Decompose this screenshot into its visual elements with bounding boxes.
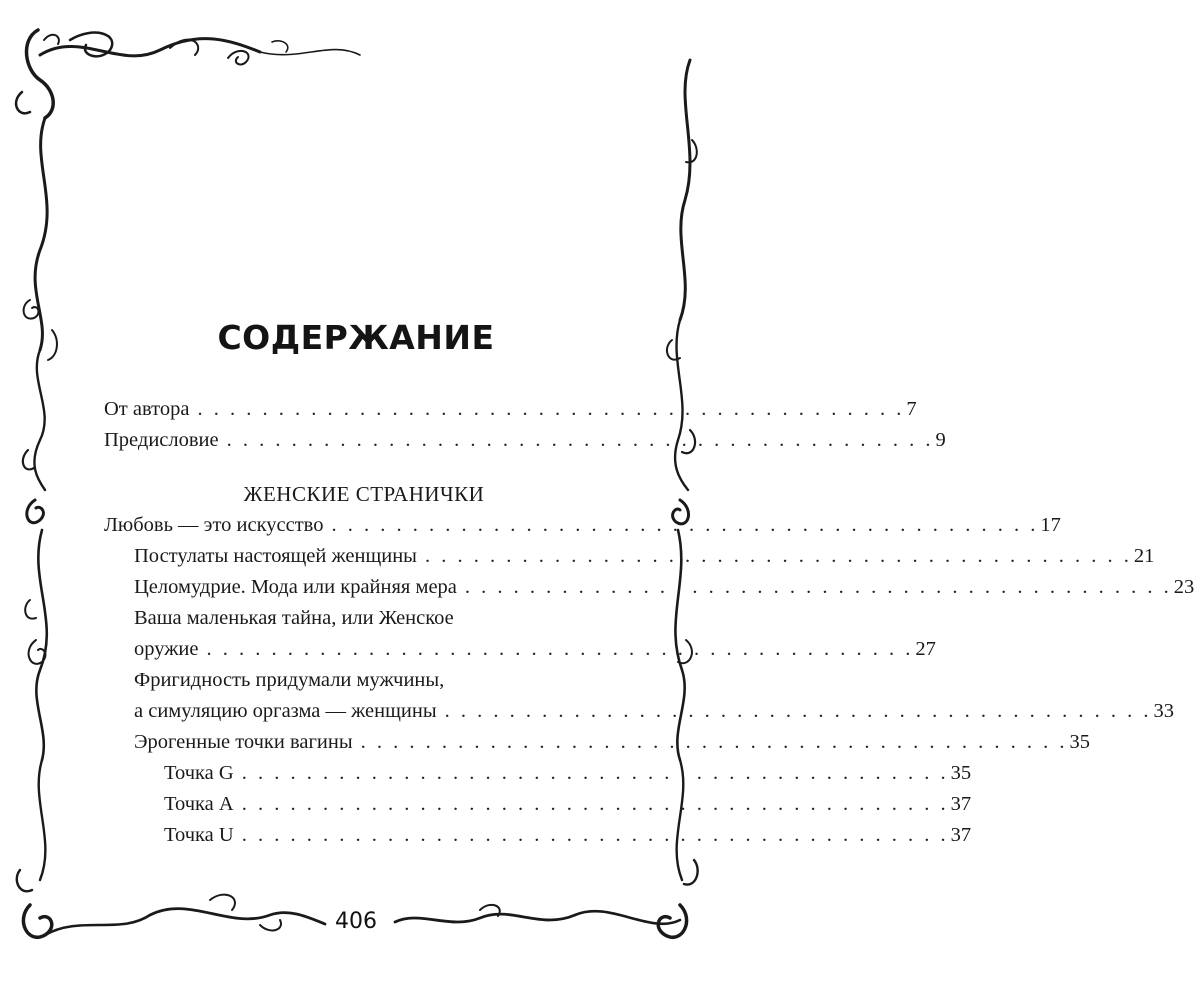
toc-page-number: 35 <box>950 762 972 784</box>
toc-entry-text: Целомудрие. Мода или крайняя мера <box>134 576 457 598</box>
toc-entry-text: Точка G <box>164 762 234 784</box>
toc-entry-secret-line1[interactable]: Ваша маленькая тайна, или Женское <box>134 607 454 629</box>
leader-dots: . . . . . . . . . . . . . . . . . . . . . . . . . . . . . . . . . . . . . . . . . . . . <box>331 514 1039 536</box>
leader-dots: . . . . . . . . . . . . . . . . . . . . . . . . . . . . . . . . . . . . . . . . . . . . <box>241 824 949 846</box>
toc-entry-text: Постулаты настоящей женщины <box>134 545 417 567</box>
toc-page-number: 27 <box>915 638 936 660</box>
toc-entry-text: Точка U <box>164 824 234 846</box>
toc-entry-preface[interactable] <box>104 425 946 456</box>
toc-entry-frigidity[interactable] <box>104 696 1174 727</box>
top-border-ornament <box>40 33 360 65</box>
leader-dots: . . . . . . . . . . . . . . . . . . . . . . . . . . . . . . . . . . . . . . . . . . . . <box>424 545 1132 567</box>
toc-entry-point-u[interactable] <box>104 820 972 851</box>
toc-page-number: 33 <box>1153 700 1174 722</box>
toc-entry-text: а симуляцию оргазма — женщины <box>134 700 437 722</box>
page-title: СОДЕРЖАНИЕ <box>217 318 495 357</box>
leader-dots: . . . . . . . . . . . . . . . . . . . . . . . . . . . . . . . . . . . . . . . . . . . . <box>226 429 934 451</box>
toc-entry-text: Эрогенные точки вагины <box>134 731 353 753</box>
toc-page-number: 23 <box>1173 576 1194 598</box>
toc-page-number: 7 <box>906 398 917 420</box>
toc-entry-love[interactable] <box>104 510 1061 541</box>
leader-dots: . . . . . . . . . . . . . . . . . . . . . . . . . . . . . . . . . . . . . . . . . . . . <box>241 793 949 815</box>
leader-dots: . . . . . . . . . . . . . . . . . . . . . . . . . . . . . . . . . . . . . . . . . . . . <box>206 638 914 660</box>
toc-entry-text: От автора <box>104 398 190 420</box>
left-border-ornament <box>17 118 57 891</box>
toc-page-number: 37 <box>950 824 972 846</box>
toc-entry-postulates[interactable] <box>104 541 1155 572</box>
toc-page-number: 37 <box>950 793 972 815</box>
table-of-contents <box>104 394 1194 851</box>
leader-dots: . . . . . . . . . . . . . . . . . . . . . . . . . . . . . . . . . . . . . . . . . . . . <box>464 576 1172 598</box>
leader-dots: . . . . . . . . . . . . . . . . . . . . . . . . . . . . . . . . . . . . . . . . . . . . <box>360 731 1068 753</box>
toc-entry-chastity[interactable] <box>104 572 1194 603</box>
toc-entry-secret[interactable] <box>104 634 936 665</box>
toc-entry-from-author[interactable] <box>104 394 917 425</box>
leader-dots: . . . . . . . . . . . . . . . . . . . . . . . . . . . . . . . . . . . . . . . . . . . . <box>444 700 1152 722</box>
toc-entry-text: Любовь — это искусство <box>104 514 324 536</box>
toc-entry-text: оружие <box>134 638 199 660</box>
toc-page-number: 21 <box>1133 545 1155 567</box>
toc-page-number: 17 <box>1040 514 1061 536</box>
top-left-corner-ornament <box>16 30 59 118</box>
leader-dots: . . . . . . . . . . . . . . . . . . . . . . . . . . . . . . . . . . . . . . . . . . . . <box>241 762 949 784</box>
toc-entry-erogenous[interactable] <box>104 727 1090 758</box>
toc-entry-text: Точка A <box>164 793 234 815</box>
leader-dots: . . . . . . . . . . . . . . . . . . . . . . . . . . . . . . . . . . . . . . . . . . . . <box>197 398 905 420</box>
toc-page-number: 9 <box>935 429 946 451</box>
page-number: 406 <box>335 909 377 934</box>
toc-entry-point-g[interactable] <box>104 758 972 789</box>
toc-page-number: 35 <box>1069 731 1090 753</box>
toc-entry-text: Предисловие <box>104 429 219 451</box>
section-heading: ЖЕНСКИЕ СТРАНИЧКИ <box>243 482 485 506</box>
toc-entry-point-a[interactable] <box>104 789 972 820</box>
toc-entry-frigidity-line1[interactable]: Фригидность придумали мужчины, <box>134 669 445 691</box>
